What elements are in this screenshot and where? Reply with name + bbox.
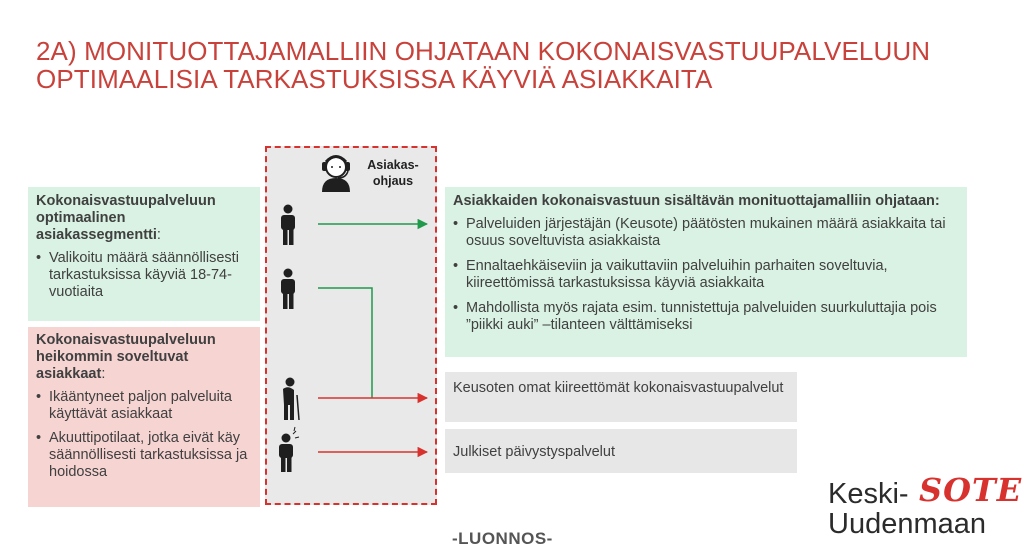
logo-keski-text: Keski-: [828, 478, 909, 510]
list-item: • Akuuttipotilaat, jotka eivät käy säännöllisesti tarkastuksissa ja hoidossa: [36, 430, 252, 481]
logo-sote-text: SOTE: [919, 471, 1023, 509]
less-suitable-heading-line-3-text: asiakkaat: [36, 366, 102, 382]
draft-label: -LUONNOS-: [452, 529, 553, 548]
keusote-services-text: Keusoten omat kiireettömät kokonaisvastuupalvelut: [453, 380, 784, 396]
guidance-label-line-2: ohjaus: [372, 174, 414, 188]
keski-sote-logo: [828, 471, 1023, 542]
optimal-heading-colon: :: [156, 227, 161, 243]
elderly-cane-icon: [283, 378, 299, 421]
public-emergency-text: Julkiset päivystyspalvelut: [453, 444, 615, 460]
optimal-heading-line-3-text: asiakassegmentti: [36, 227, 157, 243]
optimal-heading-line-2: optimaalinen: [36, 210, 126, 226]
list-item: • Palveluiden järjestäjän (Keusote) päätösten mukainen määrä asiakkaita tai osuus soveltuvista asiakkaista: [453, 216, 959, 250]
list-item: • Ennaltaehkäiseviin ja vaikuttaviin palveluihin parhaiten soveltuvia, kiireettömissä tarkastuksissa käyviä asiakkaita: [453, 258, 959, 292]
optimal-heading-line-1: Kokonaisvastuupalveluun: [36, 193, 216, 209]
coughing-person-icon: [279, 427, 299, 472]
guidance-label-line-1: Asiakas-: [367, 158, 419, 172]
headset-agent-icon: [322, 157, 350, 193]
multi-provider-heading: Asiakkaiden kokonaisvastuun sisältävän monituottajamalliin ohjataan:: [453, 193, 940, 209]
title-line-1: 2A) MONITUOTTAJAMALLIIN OHJATAAN KOKONAISVASTUUPALVELUUN: [36, 36, 931, 66]
logo-uudenmaan-text: Uudenmaan: [828, 508, 986, 540]
less-suitable-heading-colon: :: [101, 366, 106, 382]
list-item: • Valikoitu määrä säännöllisesti tarkastuksissa käyviä 18-74-vuotiaita: [36, 250, 252, 301]
person-icon: [281, 205, 295, 246]
connector-person-to-keusote: [318, 288, 372, 398]
less-suitable-heading-line-2: heikommin soveltuvat: [36, 349, 189, 365]
list-item: • Ikääntyneet paljon palveluita käyttävät asiakkaat: [36, 389, 252, 423]
list-item: • Mahdollista myös rajata esim. tunnistettuja palveluiden suurkuluttajia pois ”piikki auki” –tilanteen välttämiseksi: [453, 300, 959, 334]
title-line-2: OPTIMAALISIA TARKASTUKSISSA KÄYVIÄ ASIAKKAITA: [36, 64, 713, 94]
less-suitable-heading-line-1: Kokonaisvastuupalveluun: [36, 332, 216, 348]
person-icon: [281, 269, 295, 310]
